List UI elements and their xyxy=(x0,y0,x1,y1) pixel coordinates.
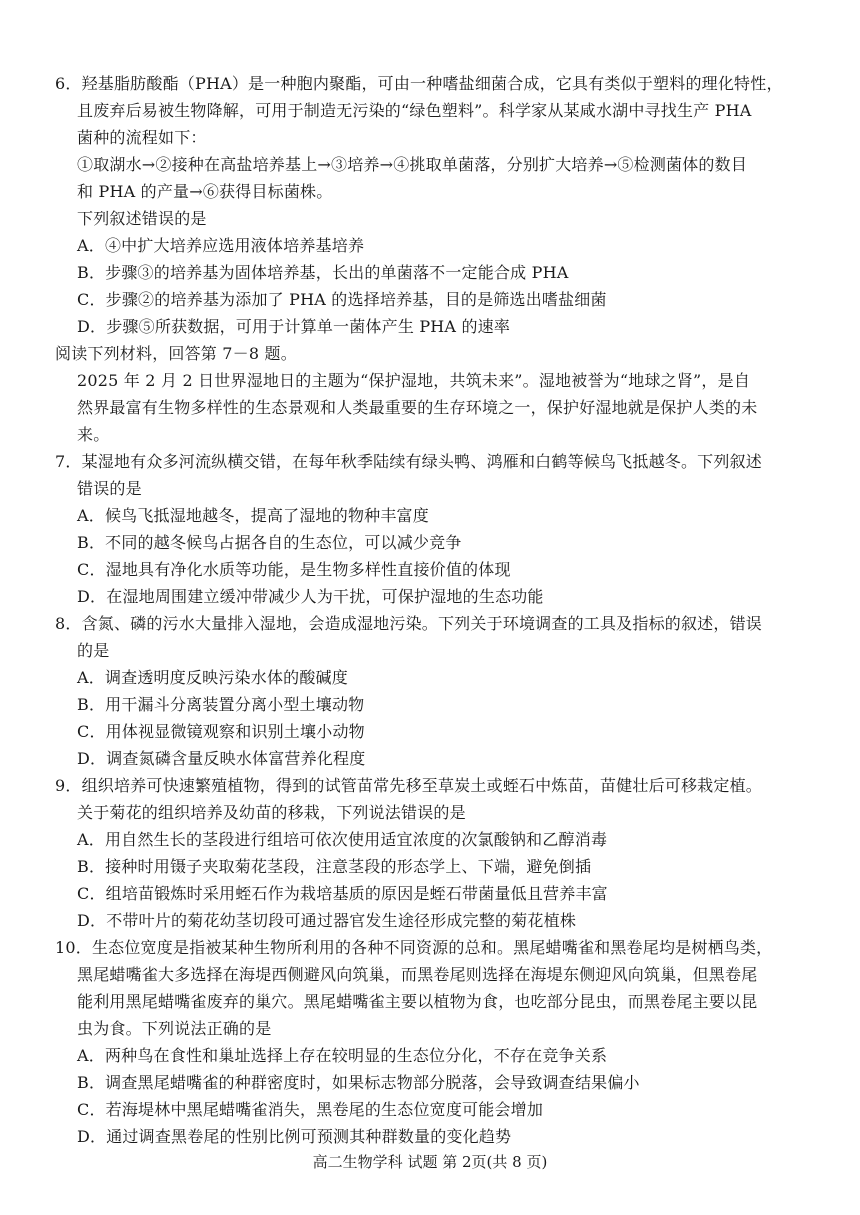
question-6-option-a: A．④中扩大培养应选用液体培养基培养 xyxy=(77,236,365,255)
question-7-stem-line: 错误的是 xyxy=(77,479,142,498)
question-9-option-a: A．用自然生长的茎段进行组培可依次使用适宜浓度的次氯酸钠和乙醇消毒 xyxy=(77,830,608,849)
question-10-stem-line: 10．生态位宽度是指被某种生物所利用的各种不同资源的总和。黑尾蜡嘴雀和黑卷尾均是树栖鸟类， xyxy=(55,938,773,957)
question-6-option-b: B．步骤③的培养基为固体培养基，长出的单菌落不一定能合成 PHA xyxy=(77,263,569,282)
reading-intro: 阅读下列材料，回答第 7－8 题。 xyxy=(55,344,297,363)
question-8-stem-line: 的是 xyxy=(77,641,110,660)
question-8-option-c: C．用体视显微镜观察和识别土壤小动物 xyxy=(77,722,365,741)
question-6-option-d: D．步骤⑤所获数据，可用于计算单一菌体产生 PHA 的速率 xyxy=(77,317,511,336)
question-8-stem-line: 8．含氮、磷的污水大量排入湿地，会造成湿地污染。下列关于环境调查的工具及指标的叙述，错误 xyxy=(55,614,762,633)
question-6-stem-line: ①取湖水→②接种在高盐培养基上→③培养→④挑取单菌落，分别扩大培养→⑤检测菌体的数目 xyxy=(77,155,748,174)
question-8-option-b: B．用干漏斗分离装置分离小型土壤动物 xyxy=(77,695,365,714)
question-7-option-b: B．不同的越冬候鸟占据各自的生态位，可以减少竞争 xyxy=(77,533,462,552)
question-7-option-c: C．湿地具有净化水质等功能，是生物多样性直接价值的体现 xyxy=(77,560,511,579)
question-6-stem-line: 6．羟基脂肪酸酯（PHA）是一种胞内聚酯，可由一种嗜盐细菌合成，它具有类似于塑料的理化特性， xyxy=(55,74,783,93)
question-8-option-d: D．调查氮磷含量反映水体富营养化程度 xyxy=(77,749,366,768)
question-10-stem-line: 黑尾蜡嘴雀大多选择在海堤西侧避风向筑巢，而黑卷尾则选择在海堤东侧迎风向筑巢，但黑卷尾 xyxy=(77,965,758,984)
question-10-option-c: C．若海堤林中黑尾蜡嘴雀消失，黑卷尾的生态位宽度可能会增加 xyxy=(77,1100,544,1119)
question-10-stem-line: 能利用黑尾蜡嘴雀废弃的巢穴。黑尾蜡嘴雀主要以植物为食，也吃部分昆虫，而黑卷尾主要以昆 xyxy=(77,992,758,1011)
question-9-option-d: D．不带叶片的菊花幼茎切段可通过器官发生途径形成完整的菊花植株 xyxy=(77,911,577,930)
question-6-stem-line: 且废弃后易被生物降解，可用于制造无污染的“绿色塑料”。科学家从某咸水湖中寻找生产 PHA xyxy=(77,101,752,120)
question-7-option-d: D．在湿地周围建立缓冲带减少人为干扰，可保护湿地的生态功能 xyxy=(77,587,544,606)
question-9-stem-line: 关于菊花的组织培养及幼苗的移栽，下列说法错误的是 xyxy=(77,803,466,822)
reading-material-line: 然界最富有生物多样性的生态景观和人类最重要的生存环境之一，保护好湿地就是保护人类的未 xyxy=(77,398,758,417)
reading-material-line: 2025 年 2 月 2 日世界湿地日的主题为“保护湿地，共筑未来”。湿地被誉为“地球之肾”，是自 xyxy=(77,371,751,390)
page-footer: 高二生物学科 试题 第 2页(共 8 页) xyxy=(312,1153,548,1171)
reading-material-line: 来。 xyxy=(77,425,110,444)
question-7-stem-line: 7．某湿地有众多河流纵横交错，在每年秋季陆续有绿头鸭、鸿雁和白鹤等候鸟飞抵越冬。下列叙述 xyxy=(55,452,762,471)
question-10-option-d: D．通过调查黑卷尾的性别比例可预测其种群数量的变化趋势 xyxy=(77,1127,512,1146)
question-9-stem-line: 9．组织培养可快速繁殖植物，得到的试管苗常先移至草炭土或蛭石中炼苗，苗健壮后可移栽定植。 xyxy=(55,776,762,795)
question-10-option-b: B．调查黑尾蜡嘴雀的种群密度时，如果标志物部分脱落，会导致调查结果偏小 xyxy=(77,1073,640,1092)
question-10-stem-line: 虫为食。下列说法正确的是 xyxy=(77,1019,272,1038)
question-9-option-b: B．接种时用镊子夹取菊花茎段，注意茎段的形态学上、下端，避免倒插 xyxy=(77,857,592,876)
question-6-option-c: C．步骤②的培养基为添加了 PHA 的选择培养基，目的是筛选出嗜盐细菌 xyxy=(77,290,607,309)
question-8-option-a: A．调查透明度反映污染水体的酸碱度 xyxy=(77,668,348,687)
question-6-stem-line: 菌种的流程如下： xyxy=(77,128,207,147)
question-10-option-a: A．两种鸟在食性和巢址选择上存在较明显的生态位分化，不存在竞争关系 xyxy=(77,1046,608,1065)
question-7-option-a: A．候鸟飞抵湿地越冬，提高了湿地的物种丰富度 xyxy=(77,506,429,525)
question-9-option-c: C．组培苗锻炼时采用蛭石作为栽培基质的原因是蛭石带菌量低且营养丰富 xyxy=(77,884,608,903)
question-6-stem-line: 和 PHA 的产量→⑥获得目标菌株。 xyxy=(77,182,333,201)
question-6-prompt: 下列叙述错误的是 xyxy=(77,209,207,228)
